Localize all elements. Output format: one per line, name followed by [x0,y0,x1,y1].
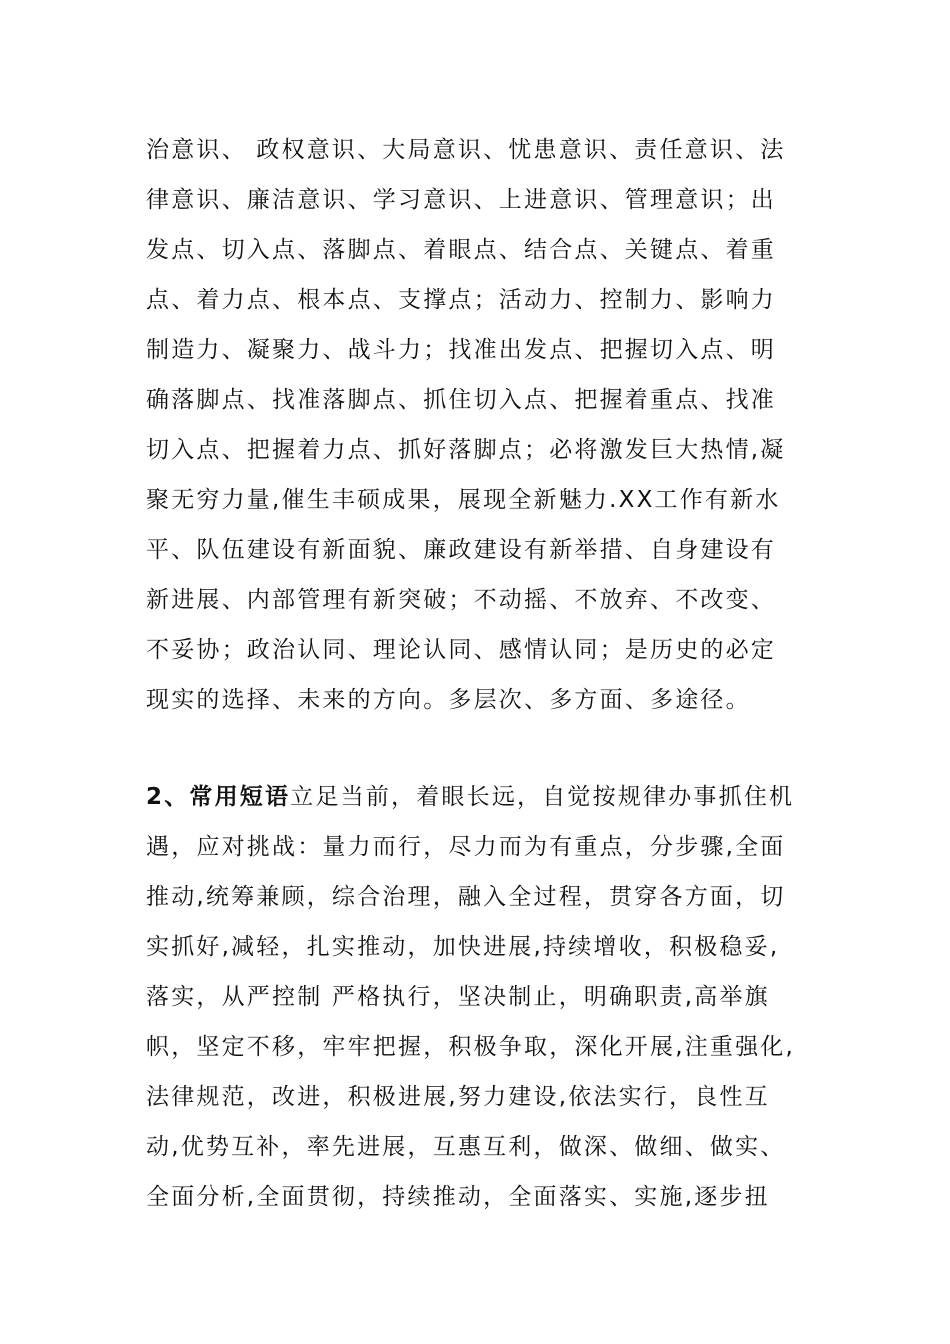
text-line: 新进展、内部管理有新突破；不动摇、不放弃、不改变、 [146,587,776,613]
text-line: 帜，坚定不移，牢牢把握，积极争取，深化开展,注重强化, [146,1034,796,1060]
text-line: 制造力、凝聚力、战斗力；找准出发点、把握切入点、明 [146,337,776,363]
text-line: 确落脚点、找准落脚点、抓住切入点、把握着重点、找准 [146,387,776,413]
text-line: 推动,统筹兼顾，综合治理，融入全过程，贯穿各方面，切 [146,884,786,910]
text-line: 全面分析,全面贯彻，持续推动，全面落实、实施,逐步扭 [146,1184,770,1210]
text-line: 法律规范，改进，积极进展,努力建设,依法实行，良性互 [146,1084,770,1110]
text-line: 发点、切入点、落脚点、着眼点、结合点、关键点、着重 [146,237,776,263]
text-line: 治意识、 政权意识、大局意识、忧患意识、责任意识、法 [146,137,786,163]
text-line: 切入点、把握着力点、抓好落脚点；必将激发巨大热情,凝 [146,437,786,463]
text-line: 实抓好,减轻，扎实推动，加快进展,持续增收，积极稳妥, [146,934,780,960]
text-line: 聚无穷力量,催生丰硕成果，展现全新魅力.XX工作有新水 [146,487,781,513]
paragraph-1 [146,125,816,725]
text-line: 平、队伍建设有新面貌、廉政建设有新举措、自身建设有 [146,537,776,563]
section-heading: 2、常用短语 [146,784,291,810]
text-line: 遇，应对挑战：量力而行，尽力而为有重点，分步骤,全面 [146,834,786,860]
text-line: 律意识、廉洁意识、学习意识、上进意识、管理意识；出 [146,187,776,213]
text-line-first [146,772,816,822]
text-line: 动,优势互补，率先进展，互惠互利，做深、做细、做实、 [146,1134,786,1160]
paragraph-2 [146,772,816,1222]
text-line: 不妥协；政治认同、理论认同、感情认同；是历史的必定 [146,637,776,663]
text-line: 点、着力点、根本点、支撑点；活动力、控制力、影响力 [146,287,776,313]
text-line: 现实的选择、未来的方向。多层次、多方面、多途径。 [146,687,751,713]
heading-line-text: 立足当前，着眼长远，自觉按规律办事抓住机 [290,784,795,810]
text-line: 落实，从严控制 严格执行，坚决制止，明确职责,高举旗 [146,984,770,1010]
